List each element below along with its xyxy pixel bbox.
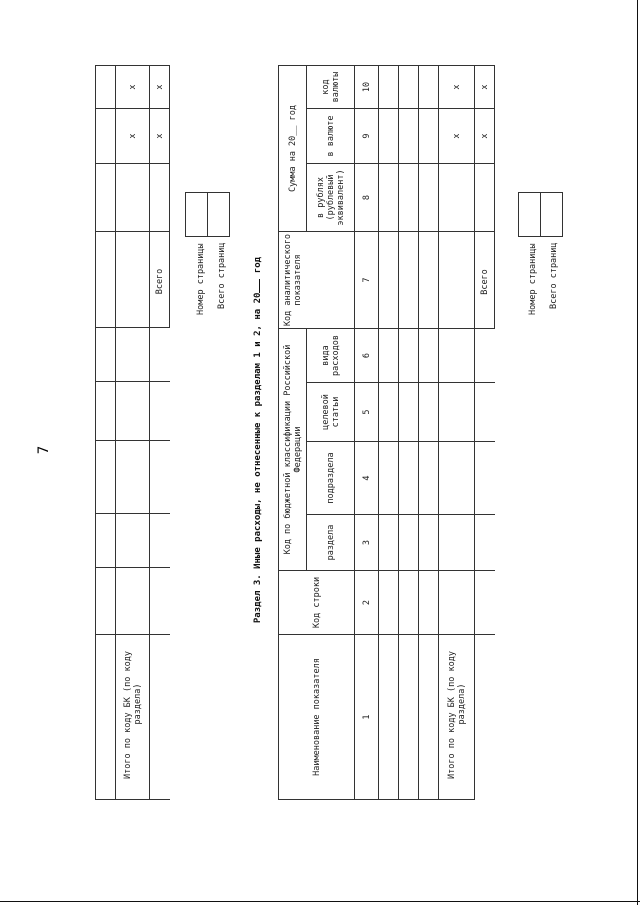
top-vsego-label: Всего <box>150 232 170 328</box>
previous-table-continuation <box>95 65 170 800</box>
page-number-boxes <box>518 192 563 237</box>
vsego-row <box>475 66 495 800</box>
x-mark: x <box>150 66 170 109</box>
table-row <box>150 66 170 800</box>
main-total-pages-label: Всего страниц <box>549 242 559 309</box>
table-row <box>399 66 419 800</box>
top-page-number-label: Номер страницы <box>196 243 206 315</box>
col-bk-code-header: Код по бюджетной классификации Российской Федерации <box>279 329 307 571</box>
column-number: 8 <box>355 164 379 232</box>
x-mark: x <box>439 109 475 164</box>
main-total-label: Итого по коду БК (по коду раздела) <box>439 635 475 800</box>
total-row <box>439 66 475 800</box>
col-podrazdel-header: подраздела <box>307 442 355 515</box>
x-mark: x <box>475 109 495 164</box>
x-mark: x <box>475 66 495 109</box>
col-analytic-header: Код аналитического показателя <box>279 232 355 329</box>
x-mark: x <box>150 109 170 164</box>
table-row <box>96 66 116 800</box>
section-3-table <box>278 65 495 800</box>
main-vsego-label: Всего <box>475 232 495 329</box>
col-currency-header: в валюте <box>307 109 355 164</box>
column-number: 3 <box>355 515 379 571</box>
main-page-number-label: Номер страницы <box>528 243 538 315</box>
table-row <box>419 66 439 800</box>
x-mark: x <box>439 66 475 109</box>
col-name-header: Наименование показателя <box>279 635 355 800</box>
column-number: 6 <box>355 329 379 383</box>
col-target-header: целевой статьи <box>307 383 355 442</box>
top-total-label: Итого по коду БК (по коду раздела) <box>116 635 150 800</box>
table-row <box>379 66 399 800</box>
x-mark: x <box>116 66 150 109</box>
page-number-boxes <box>185 192 230 237</box>
x-mark: x <box>116 109 150 164</box>
col-expense-type-header: вида расходов <box>307 329 355 383</box>
column-number: 4 <box>355 442 379 515</box>
page-number: 7 <box>36 445 52 455</box>
col-rub-header: в рублях (рублевый эквивалент) <box>307 164 355 232</box>
column-number: 9 <box>355 109 379 164</box>
column-number: 5 <box>355 383 379 442</box>
table-row <box>116 66 150 800</box>
col-currency-code-header: код валюты <box>307 66 355 109</box>
column-numbers-row <box>355 66 379 800</box>
column-number: 1 <box>355 635 379 800</box>
col-razdel-header: раздела <box>307 515 355 571</box>
section-title: Раздел 3. Иные расходы, не отнесенные к разделам 1 и 2, на 20 год <box>250 190 264 690</box>
col-row-code-header: Код строки <box>279 571 355 635</box>
top-total-pages-label: Всего страниц <box>217 242 227 309</box>
column-number: 7 <box>355 232 379 329</box>
column-number: 2 <box>355 571 379 635</box>
col-sum-header: Сумма на 20__ год <box>279 66 307 232</box>
column-number: 10 <box>355 66 379 109</box>
